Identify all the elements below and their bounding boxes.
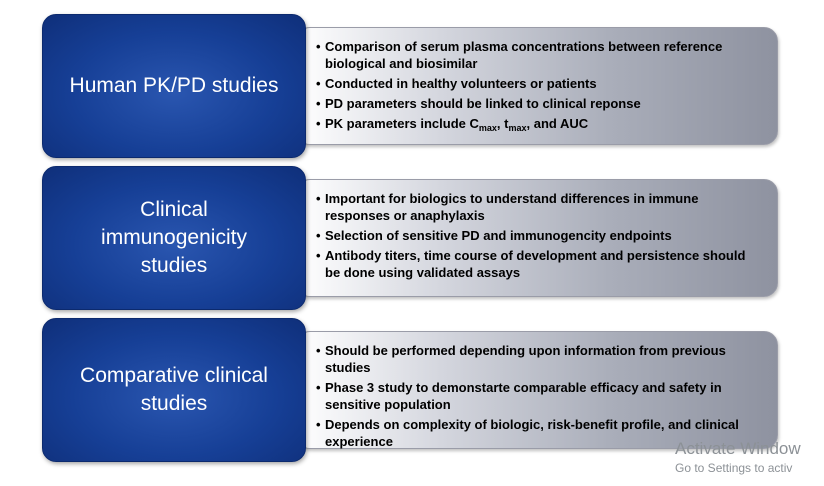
title-clinical-immunogenicity: Clinical immunogenicity studies [101,198,247,277]
bullet-text: Selection of sensitive PD and immunogencity endpoints [325,228,672,243]
bullet-dot: • [316,191,321,206]
row-human-pkpd [0,14,824,158]
bullet-dot: • [316,248,321,263]
bullet-text: Conducted in healthy volunteers or patients [325,76,597,91]
title-box-human-pkpd [42,14,306,158]
watermark-title: Activate Window [675,439,801,458]
bullet-dot: • [316,76,321,91]
row-clinical-immunogenicity [0,166,824,310]
bullet-list-human-pkpd [297,28,777,137]
bullet-dot: • [316,417,321,432]
bullet-text: Depends on complexity of biologic, risk-benefit profile, and clinical experience [325,417,739,449]
watermark-subtitle: Go to Settings to activ [675,461,793,475]
bullet-item [316,75,763,92]
bullet-item [316,38,763,72]
bullet-item [316,379,763,413]
detail-box-clinical-immunogenicity [296,179,778,297]
bullet-dot: • [316,39,321,54]
bullet-item [316,190,763,224]
bullet-text: Comparison of serum plasma concentrations between reference biological and biosimilar [325,39,723,71]
bullet-dot: • [316,96,321,111]
bullet-dot: • [316,380,321,395]
detail-box-comparative-clinical [296,331,778,449]
title-box-clinical-immunogenicity [42,166,306,310]
pk-suffix: , and AUC [526,116,589,131]
bullet-text: Phase 3 study to demonstarte comparable efficacy and safety in sensitive population [325,380,722,412]
bullet-dot: • [316,228,321,243]
detail-box-human-pkpd [296,27,778,145]
pk-mid: , t [496,116,509,131]
title-box-comparative-clinical [42,318,306,462]
bullet-item [316,95,763,112]
bullet-dot: • [316,116,321,131]
activation-watermark [675,438,801,476]
bullet-item-pk-parameters [316,115,763,137]
bullet-text: PD parameters should be linked to clinical reponse [325,96,641,111]
cmax-subscript: max [478,123,497,133]
bullet-item [316,342,763,376]
bullet-list-clinical-immunogenicity [297,180,777,281]
bullet-text: Antibody titers, time course of development and persistence should be done using validated assays [325,248,746,280]
title-human-pkpd: Human PK/PD studies [69,74,279,97]
bullet-dot: • [316,343,321,358]
tmax-subscript: max [508,123,527,133]
title-comparative-clinical: Comparative clinical studies [80,364,268,415]
pk-prefix: PK parameters include C [325,116,479,131]
bullet-text: Should be performed depending upon information from previous studies [325,343,726,375]
bullet-text: Important for biologics to understand differences in immune responses or anaphylaxis [325,191,699,223]
bullet-item [316,247,763,281]
bullet-list-comparative-clinical [297,332,777,450]
bullet-item [316,227,763,244]
